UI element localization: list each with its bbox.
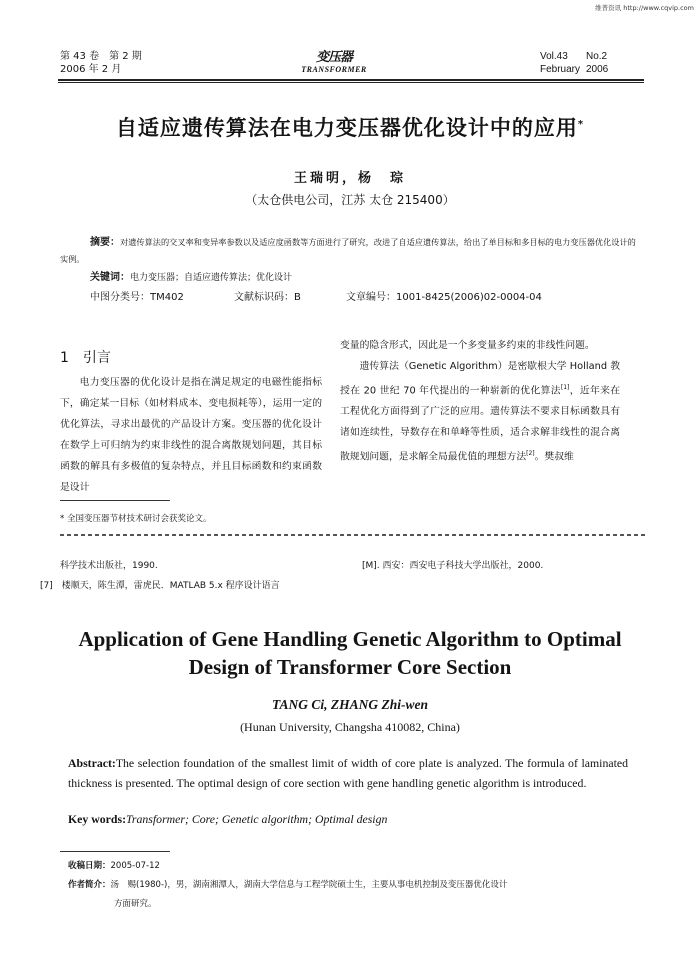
abstract-text-cn: 对遗传算法的交叉率和变异率参数以及适应度函数等方面进行了研究，改进了自适应遗传算法，给出了单目标和多目标的电力变压器优化设计的实例。: [60, 237, 636, 264]
journal-name-cn: 变压器: [315, 50, 352, 65]
left-column: [60, 372, 322, 498]
month-en: February: [540, 64, 581, 75]
header-rule-thin: [58, 82, 644, 83]
clc-number: 中图分类号：TM402: [90, 292, 184, 303]
archive-watermark: 维普资讯 http://www.cqvip.com: [595, 4, 694, 12]
right-paragraph-2c: 。樊叔维: [534, 451, 574, 463]
reference-7: [7] 楼顺天，陈生潭，雷虎民．MATLAB 5.x 程序设计语言: [40, 581, 280, 591]
classification-line: [90, 288, 610, 302]
citation-2: [2]: [526, 450, 535, 458]
english-authors: TANG Ci, ZHANG Zhi-wen: [271, 697, 428, 712]
chinese-keywords: [90, 268, 292, 283]
header-left: [60, 50, 142, 76]
chinese-title: [0, 112, 700, 142]
author-bio: [68, 878, 507, 890]
right-paragraph-2a: 遗传算法（Genetic Algorithm）是密歇根大学 Holland 教授在 20 世纪 70 年代提出的一种崭新的优化算法: [340, 361, 620, 397]
english-keywords: [68, 812, 387, 827]
chinese-authors: 王瑞明，杨 琮: [293, 171, 406, 186]
english-affiliation: (Hunan University, Changsha 410082, China): [240, 720, 460, 734]
keywords-text-en: Transformer; Core; Genetic algorithm; Optimal design: [126, 812, 388, 826]
chinese-affiliation: （太仓供电公司，江苏 太仓 215400）: [245, 193, 455, 207]
cut-line: [60, 534, 646, 536]
keywords-label-cn: 关键词：: [90, 272, 130, 283]
title-footnote-mark: *: [577, 119, 585, 130]
english-title: [0, 625, 700, 681]
date-cn: 2006 年 2 月: [60, 64, 122, 75]
journal-logo: [286, 46, 382, 74]
english-abstract: [68, 753, 628, 793]
volume-issue-cn: 第 43 卷 第 2 期: [60, 51, 142, 62]
bottom-footnote-rule: [60, 851, 170, 852]
citation-1: [1]: [560, 384, 570, 391]
footnote: * 全国变压器节材技术研讨会获奖论文。: [60, 514, 212, 524]
author-bio-text: 汤 赐(1980-)，男，湖南湘潭人，湖南大学信息与工程学院硕士生，主要从事电机控制及变压器优化设计: [110, 880, 508, 890]
footnote-rule: [60, 500, 170, 501]
author-bio-label: 作者简介：: [68, 880, 111, 890]
section-heading-introduction: 1 引言: [60, 350, 111, 366]
keywords-text-cn: 电力变压器；自适应遗传算法；优化设计: [130, 273, 293, 283]
volume-en: Vol.43: [540, 51, 568, 62]
abstract-text-en: The selection foundation of the smallest limit of width of core plate is analyzed. The formula of laminated thickness is presented. The optimal design of core section with gene handling genetic algorithm is introduced.: [68, 756, 628, 790]
header-rule-thick: [58, 79, 644, 81]
keywords-label-en: Key words:: [68, 812, 126, 826]
header-right: [540, 50, 608, 76]
author-bio-continued: 方面研究。: [114, 899, 157, 909]
abstract-label-en: Abstract:: [68, 756, 116, 770]
abstract-label-cn: 摘要：: [90, 237, 120, 248]
right-column: [340, 335, 620, 468]
journal-name-en: TRANSFORMER: [301, 65, 367, 74]
english-title-line-1: Application of Gene Handling Genetic Algorithm to Optimal: [78, 627, 622, 651]
chinese-abstract: [60, 234, 640, 267]
year-en: 2006: [586, 64, 609, 75]
right-paragraph-2: [340, 356, 620, 468]
number-en: No.2: [586, 51, 608, 62]
reference-continued-right: [M]. 西安：西安电子科技大学出版社，2000.: [362, 561, 544, 571]
chinese-title-text: 自适应遗传算法在电力变压器优化设计中的应用: [115, 116, 578, 140]
received-value: 2005-07-12: [110, 861, 160, 871]
received-date: [68, 859, 160, 871]
article-number: 文章编号：1001-8425(2006)02-0004-04: [346, 292, 542, 303]
intro-paragraph: 电力变压器的优化设计是指在满足规定的电磁性能指标下，确定某一目标（如材料成本、变电损耗等），运用一定的优化算法，寻求出最优的产品设计方案。变压器的优化设计在数学上可归纳为约束非线性的混合离散规划问题，其目标函数的解具有多极值的复杂特点，并且目标函数和约束函数是设计: [60, 377, 322, 493]
document-code: 文献标识码：B: [234, 292, 301, 303]
right-paragraph-2b: ，近年来在工程优化方面得到了广泛的应用。遗传算法不要求目标函数具有诸如连续性，导数存在和单峰等性质，适合求解非线性的混合离散规划问题，是求解全局最优值的理想方法: [340, 385, 621, 463]
reference-continued: 科学技术出版社，1990.: [60, 561, 158, 571]
right-paragraph-1: 变量的隐含形式，因此是一个多变量多约束的非线性问题。: [340, 340, 595, 351]
english-title-line-2: Design of Transformer Core Section: [188, 655, 512, 679]
received-label: 收稿日期：: [68, 861, 111, 871]
